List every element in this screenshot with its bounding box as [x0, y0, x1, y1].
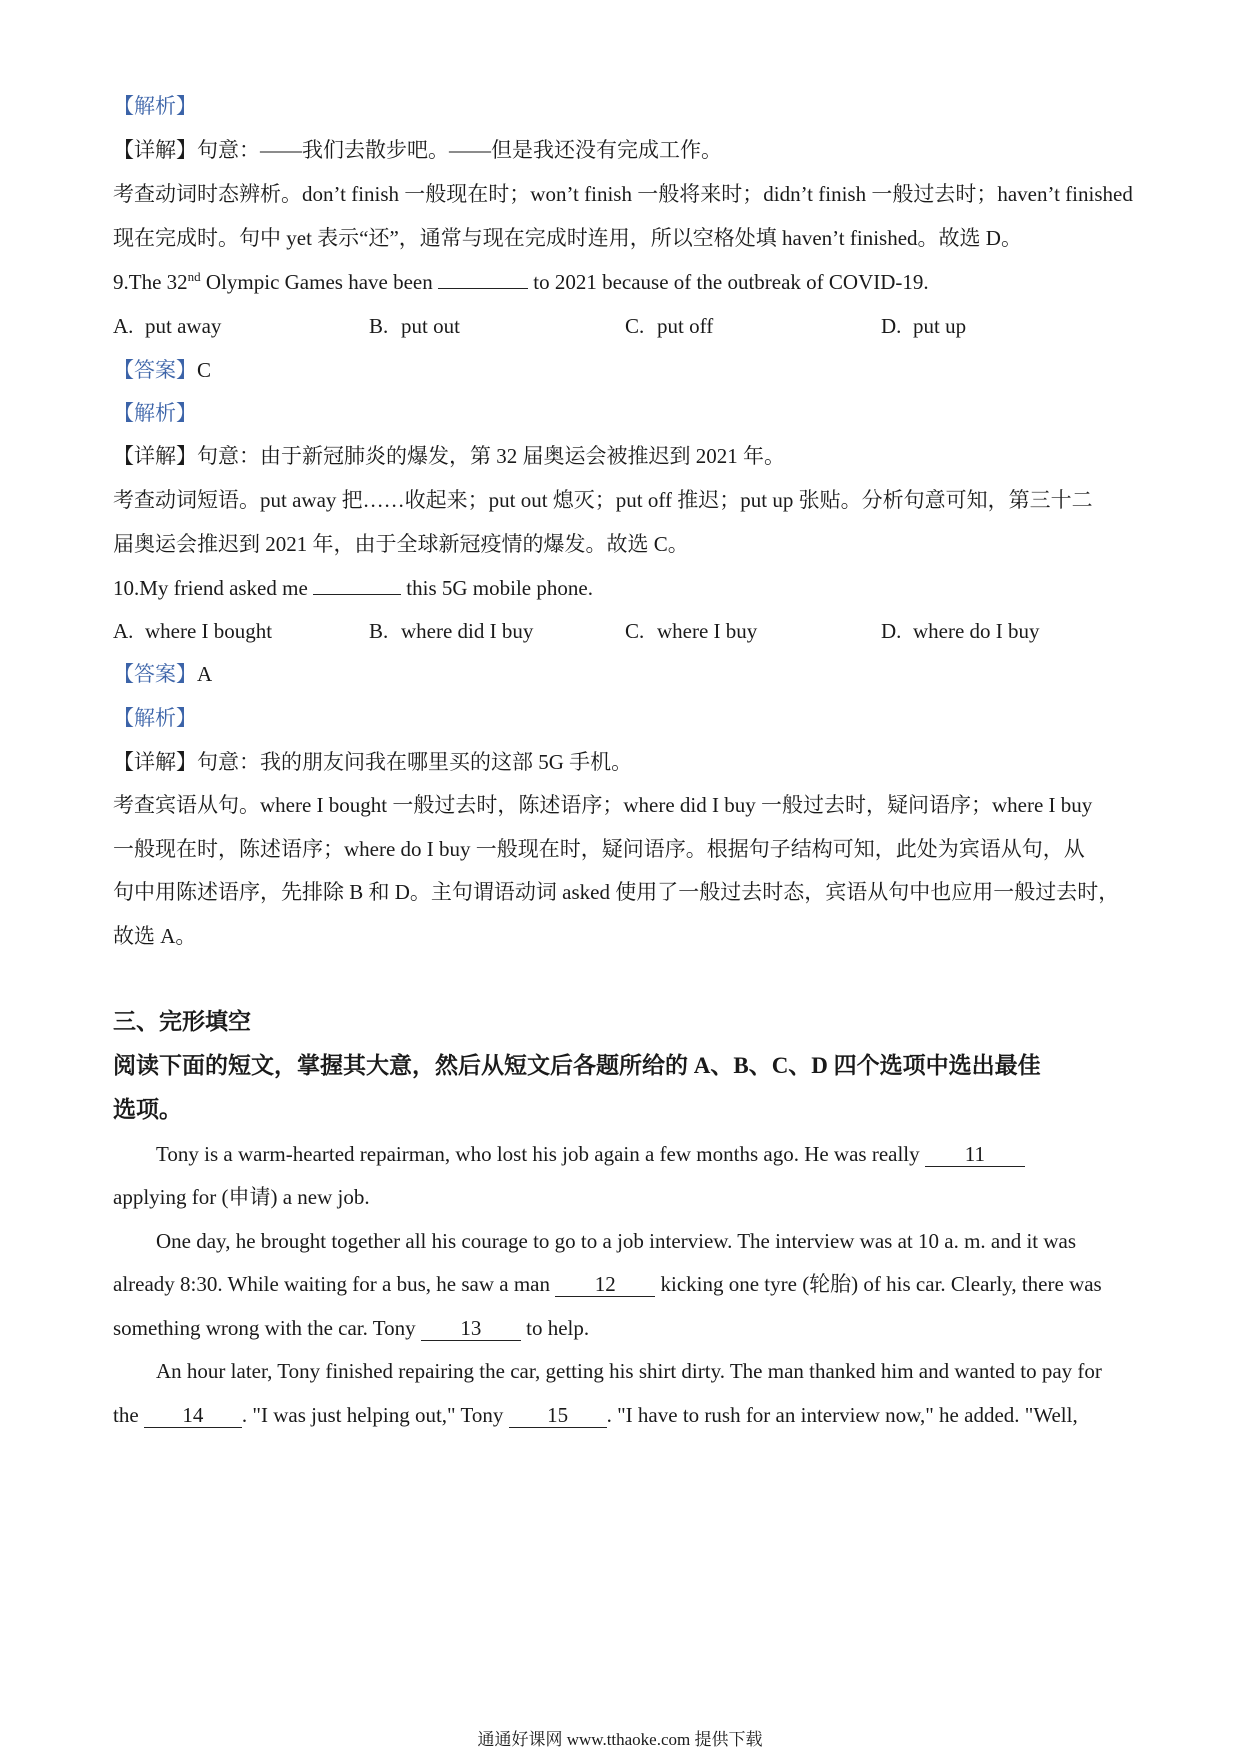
section-instruction-line-1: 阅读下面的短文，掌握其大意，然后从短文后各题所给的 A、B、C、D 四个选项中选出最佳: [113, 1053, 1041, 1078]
passage-p2-text-b: kicking one tyre (轮胎) of his car. Clearly, there was: [655, 1272, 1102, 1296]
q9-answer: [113, 356, 1133, 384]
passage-p2-text-d: to help.: [520, 1316, 590, 1340]
q9-analysis-line-1: 考查动词短语。put away 把……收起来；put out 熄灭；put off 推迟；put up 张贴。分析句意可知，第三十二: [113, 488, 1093, 512]
q8-detail-label: 【详解】: [113, 138, 197, 162]
q9-option-d: [881, 312, 966, 340]
q9-option-c-text: put off: [657, 314, 714, 338]
q8-analysis-line-1: 考查动词时态辨析。don’t finish 一般现在时；won’t finish 一般将来时；didn’t finish 一般过去时；haven’t finished: [113, 182, 1133, 206]
q9-stem-pre: 9.The 32: [113, 270, 188, 294]
passage-p3-text-b: . "I was just helping out," Tony: [241, 1403, 509, 1427]
q9-stem-mid: Olympic Games have been: [200, 270, 438, 294]
passage-p2-line-1: One day, he brought together all his courage to go to a job interview. The interview was at 10 a. m. and it was: [156, 1229, 1077, 1253]
q9-analysis-line-2: 届奥运会推迟到 2021 年，由于全球新冠疫情的爆发。故选 C。: [113, 532, 689, 556]
passage-p3-text-c: . "I have to rush for an interview now," he added. "Well,: [606, 1403, 1078, 1427]
passage-p2-line-2: [113, 1270, 1133, 1298]
q10-analysis-line-2: 一般现在时，陈述语序；where do I buy 一般现在时，疑问语序。根据句子结构可知，此处为宾语从句，从: [113, 837, 1085, 861]
page-footer: 通通好课网 www.tthaoke.com 提供下载: [477, 1730, 763, 1749]
blank-15: 15: [509, 1403, 607, 1428]
q9-stem: [113, 268, 1133, 296]
q10-detail-text: 句意：我的朋友问我在哪里买的这部 5G 手机。: [197, 750, 633, 774]
q10-option-c-letter: C.: [625, 619, 645, 643]
q10-option-d: [881, 617, 1040, 645]
q10-option-b: [369, 617, 533, 645]
q8-detail: [113, 136, 1133, 164]
blank-12: 12: [555, 1272, 655, 1297]
q10-option-c-text: where I buy: [657, 619, 758, 643]
q10-analysis-line-3: 句中用陈述语序，先排除 B 和 D。主句谓语动词 asked 使用了一般过去时态，宾语从句中也应用一般过去时，: [113, 880, 1120, 904]
q9-detail: [113, 442, 1133, 470]
q8-detail-text: 句意：——我们去散步吧。——但是我还没有完成工作。: [197, 138, 722, 162]
q10-option-c: [625, 617, 757, 645]
passage-p3-line-1: An hour later, Tony finished repairing the car, getting his shirt dirty. The man thanked him and wanted to pay for: [156, 1359, 1102, 1383]
passage-p2-text-a: already 8:30. While waiting for a bus, he saw a man: [113, 1272, 556, 1296]
q9-answer-value: C: [197, 358, 212, 382]
q9-stem-sup: nd: [187, 269, 201, 284]
q9-option-d-letter: D.: [881, 314, 902, 338]
q9-blank: [438, 288, 528, 289]
passage-p3-line-2: [113, 1401, 1133, 1429]
q9-jiexi-label: 【解析】: [113, 401, 197, 425]
q8-jiexi-label: 【解析】: [113, 94, 197, 118]
q10-answer: [113, 660, 1133, 688]
q10-answer-label: 【答案】: [113, 662, 197, 686]
q10-detail-label: 【详解】: [113, 750, 197, 774]
q10-blank: [313, 594, 401, 595]
q10-detail: [113, 748, 1133, 776]
q9-options: [113, 312, 1133, 340]
q9-option-d-text: put up: [913, 314, 967, 338]
passage-p2-text-c: something wrong with the car. Tony: [113, 1316, 421, 1340]
section-heading: 三、完形填空: [113, 1009, 251, 1034]
passage-p2-line-3: [113, 1314, 1133, 1342]
q10-stem: [113, 574, 1133, 602]
q10-stem-pre: 10.My friend asked me: [113, 576, 314, 600]
q9-option-b: [369, 312, 460, 340]
q8-analysis-line-2: 现在完成时。句中 yet 表示“还”，通常与现在完成时连用，所以空格处填 haven’t finished。故选 D。: [113, 226, 1022, 250]
q10-option-a-text: where I bought: [145, 619, 273, 643]
blank-11: 11: [925, 1142, 1025, 1167]
q9-detail-label: 【详解】: [113, 444, 197, 468]
blank-13: 13: [421, 1316, 521, 1341]
q10-option-d-letter: D.: [881, 619, 902, 643]
q10-analysis-line-4: 故选 A。: [113, 924, 197, 948]
passage-p1-line-1: [156, 1140, 1176, 1168]
passage-p3-text-a: the: [113, 1403, 144, 1427]
q10-options: [113, 617, 1133, 645]
q9-option-a-text: put away: [145, 314, 222, 338]
q9-stem-post: to 2021 because of the outbreak of COVID-19.: [528, 270, 929, 294]
q10-option-b-text: where did I buy: [401, 619, 534, 643]
q10-jiexi-label: 【解析】: [113, 706, 197, 730]
q9-detail-text: 句意：由于新冠肺炎的爆发，第 32 届奥运会被推迟到 2021 年。: [197, 444, 785, 468]
q9-option-a: [113, 312, 221, 340]
q10-stem-post: this 5G mobile phone.: [401, 576, 593, 600]
q10-option-a: [113, 617, 272, 645]
q10-option-b-letter: B.: [369, 619, 389, 643]
q9-answer-label: 【答案】: [113, 358, 197, 382]
q9-option-c-letter: C.: [625, 314, 645, 338]
q10-option-d-text: where do I buy: [913, 619, 1040, 643]
q10-option-a-letter: A.: [113, 619, 134, 643]
passage-p1-text: Tony is a warm-hearted repairman, who lost his job again a few months ago. He was really: [156, 1142, 925, 1166]
q9-option-b-text: put out: [401, 314, 460, 338]
q9-option-a-letter: A.: [113, 314, 134, 338]
q10-analysis-line-1: 考查宾语从句。where I bought 一般过去时，陈述语序；where did I buy 一般过去时，疑问语序；where I buy: [113, 793, 1093, 817]
passage-p1-line-2: applying for (申请) a new job.: [113, 1185, 370, 1209]
q9-option-c: [625, 312, 713, 340]
q9-option-b-letter: B.: [369, 314, 389, 338]
blank-14: 14: [144, 1403, 242, 1428]
q10-answer-value: A: [197, 662, 213, 686]
section-instruction-line-2: 选项。: [113, 1097, 182, 1122]
